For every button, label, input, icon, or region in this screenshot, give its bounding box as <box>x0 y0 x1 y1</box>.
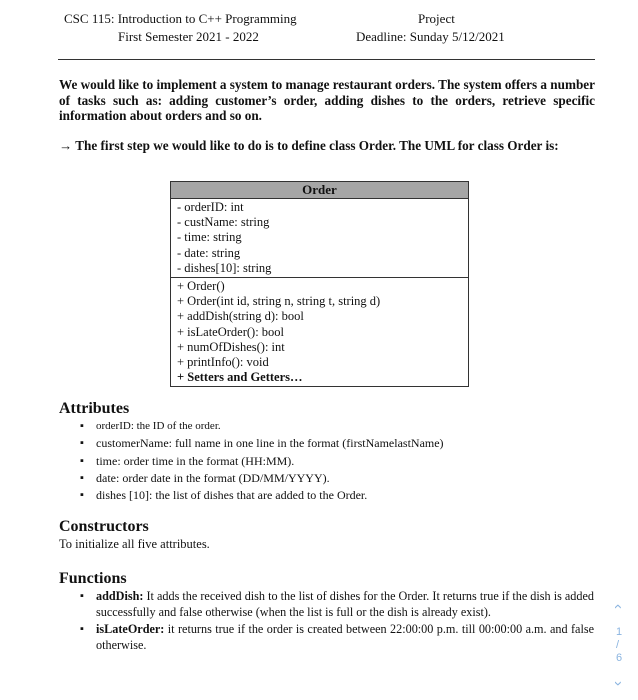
course-title: CSC 115: Introduction to C++ Programming <box>64 11 297 26</box>
list-item: ▪ time: order time in the format (HH:MM). <box>80 453 600 470</box>
attributes-heading: Attributes <box>59 400 130 417</box>
list-item <box>80 622 594 653</box>
functions-list <box>80 589 594 653</box>
doc-type-label: Project <box>418 11 455 26</box>
page-total: 6 <box>616 652 623 664</box>
uml-methods <box>171 277 468 386</box>
attributes-list <box>80 418 600 504</box>
function-desc: It adds the received dish to the list of dishes for the Order. It returns true if the dish is added successfully and false otherwise (when the list is full or the dish is already exist). <box>96 589 594 619</box>
page-separator: / <box>616 639 620 651</box>
uml-method: + Order() <box>177 279 225 294</box>
uml-method: + Order(int id, string n, string t, string d) <box>177 294 381 309</box>
semester-label: First Semester 2021 - 2022 <box>118 29 259 44</box>
list-item: ▪ date: order date in the format (DD/MM/YYYY). <box>80 470 600 487</box>
uml-attributes <box>171 199 468 277</box>
function-name: addDish: <box>96 589 144 603</box>
functions-heading: Functions <box>59 570 127 587</box>
page-current: 1 <box>616 626 623 638</box>
constructors-text: To initialize all five attributes. <box>59 537 210 551</box>
header-divider <box>58 59 595 60</box>
uml-method: + Setters and Getters… <box>177 370 303 385</box>
step-paragraph <box>59 138 595 154</box>
uml-method: + numOfDishes(): int <box>177 339 285 354</box>
uml-method: + isLateOrder(): bool <box>177 324 285 339</box>
intro-paragraph: We would like to implement a system to manage restaurant orders. The system offers a number of tasks such as: adding customer’s order, adding dishes to the orders, retrieve specific information about orders and so on. <box>59 77 595 123</box>
chevron-down-icon[interactable]: › <box>610 681 627 686</box>
uml-class-diagram <box>170 181 469 387</box>
uml-attribute: - orderID: int <box>177 200 244 214</box>
constructors-heading: Constructors <box>59 518 149 535</box>
list-item: ▪ customerName: full name in one line in the format (firstNamelastName) <box>80 435 600 452</box>
uml-class-name: Order <box>171 182 468 199</box>
step-text: The first step we would like to do is to define class Order. The UML for class Order is: <box>75 138 559 153</box>
list-item <box>80 589 594 620</box>
function-name: isLateOrder: <box>96 622 165 636</box>
list-item: ▪ orderID: the ID of the order. <box>80 418 600 435</box>
uml-method: + printInfo(): void <box>177 355 269 370</box>
function-desc: it returns true if the order is created between 22:00:00 p.m. till 00:00:00 a.m. and false otherwise. <box>96 622 594 652</box>
uml-attribute: - dishes[10]: string <box>177 260 272 275</box>
list-item: ▪ dishes [10]: the list of dishes that are added to the Order. <box>80 487 600 504</box>
chevron-up-icon[interactable]: ‹ <box>610 604 627 609</box>
uml-attribute: - custName: string <box>177 215 270 230</box>
deadline-label: Deadline: Sunday 5/12/2021 <box>356 29 505 44</box>
uml-method: + addDish(string d): bool <box>177 309 304 324</box>
arrow-icon: → <box>59 138 73 153</box>
uml-attribute: - date: string <box>177 245 241 260</box>
uml-attribute: - time: string <box>177 230 242 245</box>
